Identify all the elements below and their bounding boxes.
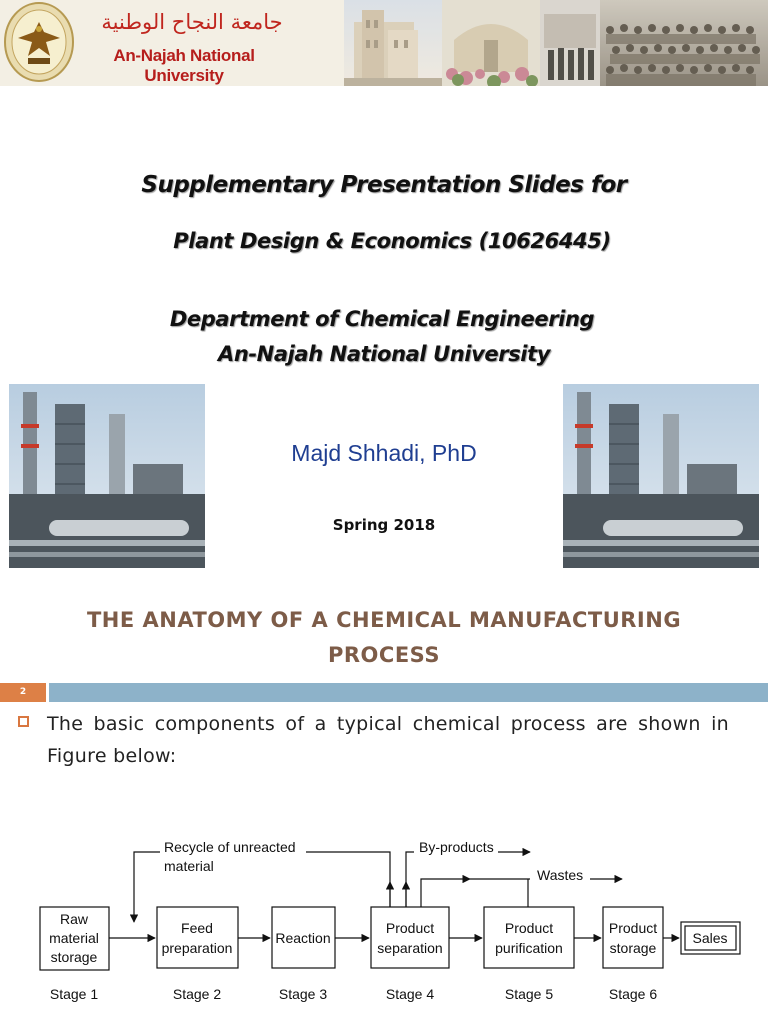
- box-product-storage: [603, 907, 663, 968]
- box-label: separation: [377, 940, 443, 956]
- title-line-2: Plant Design & Economics (10626445): [173, 229, 611, 253]
- slide-number-badge: [0, 683, 46, 702]
- box-label: Product: [608, 920, 658, 936]
- university-name-arabic: جامعة النجاح الوطنية: [101, 10, 283, 34]
- author-name: Majd Shhadi, PhD: [291, 440, 477, 466]
- box-product-separation: [371, 907, 449, 968]
- slide-title-bar: [49, 683, 768, 702]
- box-product-purification: [484, 907, 574, 968]
- box-label: storage: [609, 940, 657, 956]
- box-feed-preparation: [157, 907, 238, 968]
- byproducts-label: By-products: [419, 839, 494, 855]
- stage-label: Stage 1: [49, 986, 99, 1002]
- recycle-label-line-2: material: [164, 858, 214, 874]
- box-label: Sales: [692, 930, 728, 946]
- university-name: An-Najah National University: [217, 342, 551, 366]
- bullet-text: The basic components of a typical chemical process are shown in Figure below:: [47, 713, 729, 767]
- refinery-photo-left: [9, 384, 205, 568]
- university-name-english: An-Najah National University: [113, 46, 255, 85]
- slide-heading: [40, 603, 728, 673]
- slide-number: 2: [19, 687, 27, 697]
- title-line-1: Supplementary Presentation Slides for: [141, 172, 627, 198]
- slide-heading-line-2: PROCESS: [328, 643, 440, 667]
- box-label: Reaction: [275, 930, 331, 946]
- box-label: Product: [385, 920, 435, 936]
- box-label: preparation: [161, 940, 233, 956]
- box-label: purification: [495, 940, 563, 956]
- campus-photo-strip: [344, 0, 768, 86]
- stage-label: Stage 2: [172, 986, 222, 1002]
- university-seal-icon: [4, 2, 74, 82]
- refinery-photo-right: [563, 384, 759, 568]
- box-label: Raw: [59, 911, 89, 927]
- box-label: Feed: [181, 920, 213, 936]
- stage-label: Stage 6: [608, 986, 658, 1002]
- campus-photos-image: [344, 0, 768, 86]
- university-header-banner: [0, 0, 768, 86]
- recycle-label-line-1: Recycle of unreacted: [164, 839, 296, 855]
- box-label: material: [49, 930, 99, 946]
- stage-label: Stage 4: [385, 986, 435, 1002]
- wastes-line: [421, 879, 470, 907]
- box-label: storage: [50, 949, 98, 965]
- stage-label: Stage 3: [278, 986, 328, 1002]
- process-flow-diagram: [0, 830, 768, 1024]
- box-label: Product: [504, 920, 554, 936]
- stage-label: Stage 5: [504, 986, 554, 1002]
- department-name: Department of Chemical Engineering: [169, 307, 595, 331]
- wastes-label: Wastes: [537, 867, 584, 883]
- slide-heading-line-1: THE ANATOMY OF A CHEMICAL MANUFACTURING: [86, 608, 682, 632]
- semester-label: Spring 2018: [332, 516, 436, 534]
- bullet-square-icon: [18, 716, 29, 727]
